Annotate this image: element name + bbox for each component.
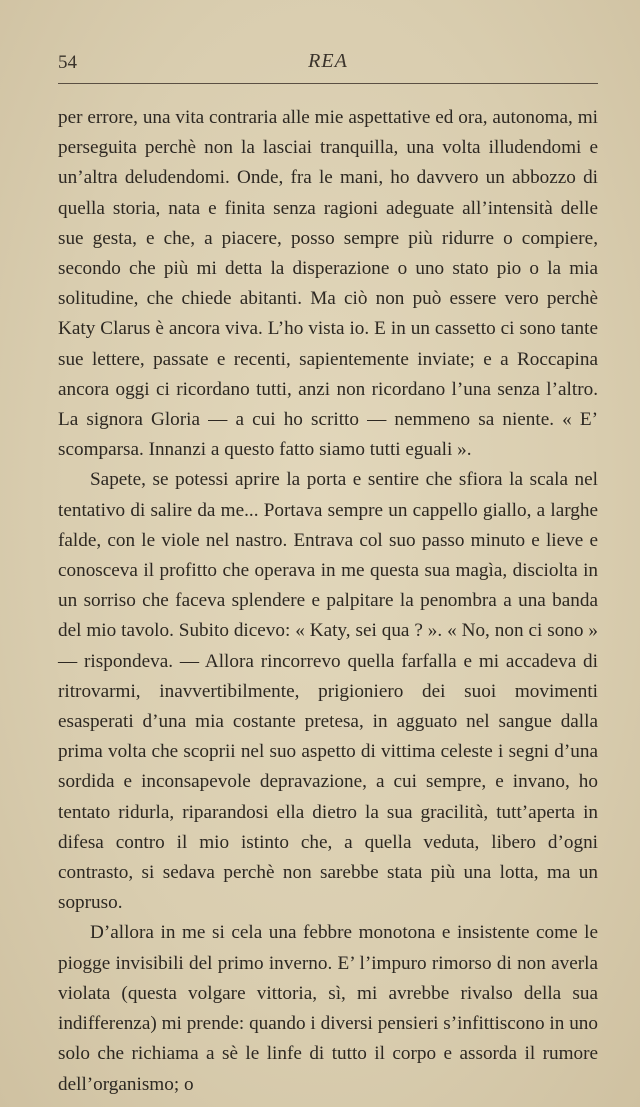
- body-text: [58, 103, 598, 1100]
- paragraph-2: Sapete, se potessi aprire la porta e sentire che sfiora la scala nel tentativo di salire da me... Portava sempre un cappello giallo, a larghe falde, con le viole nel nastro. Entrava col suo passo minuto e lieve e conosceva il profitto che operava in me questa sua magìa, disciolta in un sorriso che faceva splendere e palpitare la penombra a una banda del mio tavolo. Subito dicevo: « Katy, sei qua ? ». « No, non ci sono » — rispondeva. — Allora rincorrevo quella farfalla e mi accadeva di ritrovarmi, inavvertibilmente, prigioniero dei suoi movimenti esasperati d’una mia costante pretesa, in agguato nel sangue dalla prima volta che scoprii nel suo aspetto di vittima celeste i segni d’una sordida e inconsapevole depravazione, a cui sempre, e invano, ho tentato ridurla, riparandosi ella dietro la sua gracilità, tutt’aperta in difesa contro il mio istinto che, a quella veduta, libero d’ogni contrasto, si sedava perchè non sarebbe stata più una lotta, ma un sopruso.: [58, 469, 598, 914]
- paragraph-1: per errore, una vita contraria alle mie aspettative ed ora, autonoma, mi perseguita perchè non la lasciai tranquilla, una volta illudendomi e un’altra deludendomi. Onde, fra le mani, ho davvero un abbozzo di quella storia, nata e finita senza ragioni adeguate all’intensità delle sue gesta, e che, a piacere, posso sempre più ridurre o compiere, secondo che più mi detta la disperazione o uno stato pio o la mia solitudine, che chiede abitanti. Ma ciò non può essere vero perchè Katy Clarus è ancora viva. L’ho vista io. E in un cassetto ci sono tante sue lettere, passate e recenti, sapientemente inviate; e a Roccapina ancora oggi ci ricordano tutti, anzi non ricordano l’una senza l’altro. La signora Gloria — a cui ho scritto — nemmeno sa niente. « E’ scomparsa. Innanzi a questo fatto siamo tutti eguali ».: [58, 107, 598, 461]
- page-header: [58, 50, 598, 86]
- running-title: REA: [308, 50, 348, 72]
- paragraph-3: D’allora in me si cela una febbre monotona e insistente come le piogge invisibili del primo inverno. E’ l’impuro rimorso di non averla violata (questa volgare vittoria, sì, mi avrebbe rivalso della sua indifferenza) mi prende: quando i diversi pensieri s’infittiscono in uno solo che richiama a sè le linfe di tutto il corpo e assorda il rumore dell’organismo; o: [58, 922, 598, 1095]
- header-rule: [58, 83, 598, 84]
- page-number: 54: [58, 52, 77, 73]
